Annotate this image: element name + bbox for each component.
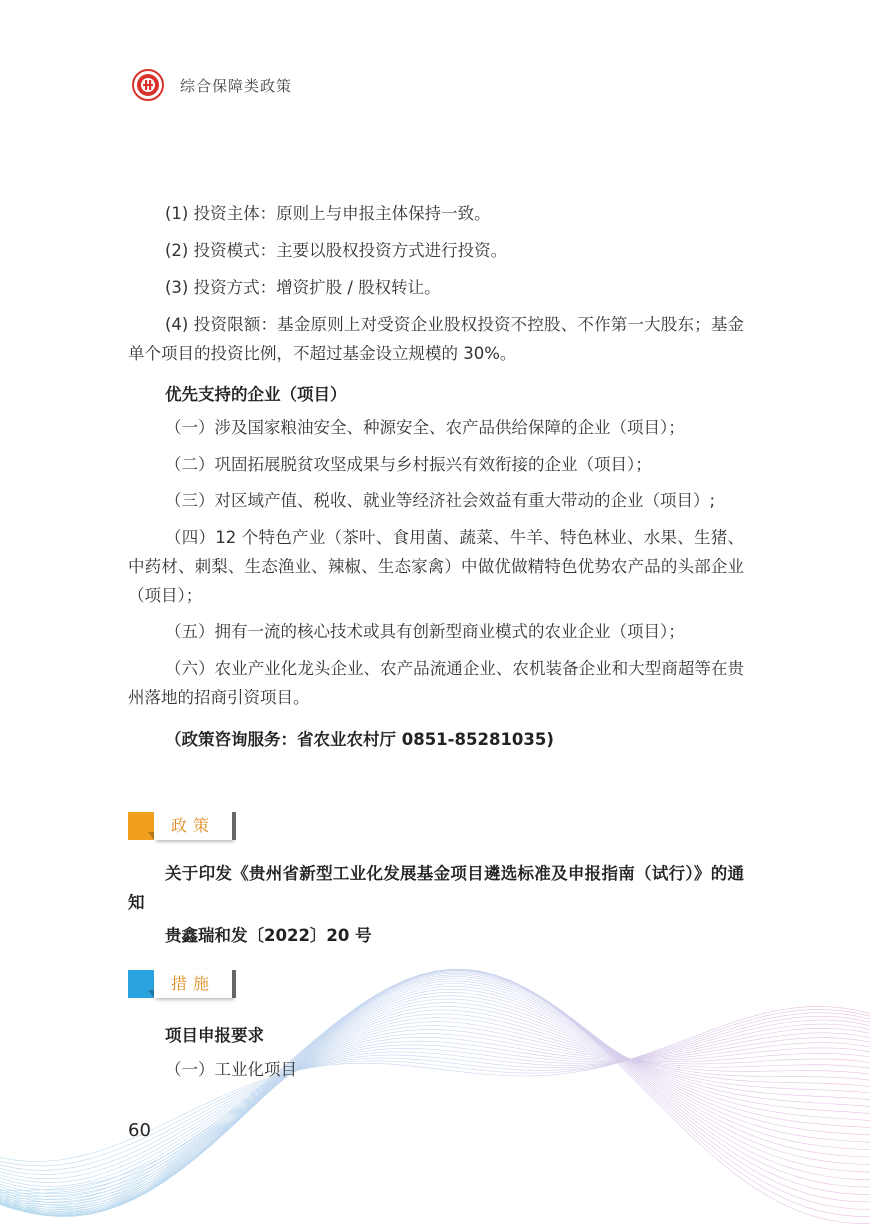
measures-heading: 项目申报要求 xyxy=(165,1026,264,1045)
measures-section-tag xyxy=(128,970,236,998)
policy-section-tag xyxy=(128,812,236,840)
measures-item-1: （一）工业化项目 xyxy=(165,1060,297,1079)
priority-item-4: （四）12 个特色产业（茶叶、食用菌、蔬菜、牛羊、特色林业、水果、生猪、中药材、刺梨、生态渔业、辣椒、生态家禽）中做优做精特色优势农产品的头部企业（项目）； xyxy=(128,528,744,605)
measures-tag-label: 措施 xyxy=(170,974,215,993)
priority-item-2: （二）巩固拓展脱贫攻坚成果与乡村振兴有效衔接的企业（项目）； xyxy=(165,455,652,474)
page-number: 60 xyxy=(128,1120,151,1141)
priority-item-6: （六）农业产业化龙头企业、农产品流通企业、农机装备企业和大型商超等在贵州落地的招商引资项目。 xyxy=(128,659,744,707)
paragraph-investment-mode: (2) 投资模式：主要以股权投资方式进行投资。 xyxy=(165,241,508,260)
paragraph-investment-limit: (4) 投资限额：基金原则上对受资企业股权投资不控股、不作第一大股东；基金单个项目的投资比例，不超过基金设立规模的 30%。 xyxy=(128,315,744,363)
emblem-logo-icon xyxy=(132,69,164,101)
policy-tag-label: 政策 xyxy=(170,816,215,835)
paragraph-investment-method: (3) 投资方式：增资扩股 / 股权转让。 xyxy=(165,278,441,297)
policy-document-number: 贵鑫瑞和发〔2022〕20 号 xyxy=(165,926,372,945)
paragraph-investment-subject: (1) 投资主体：原则上与申报主体保持一致。 xyxy=(165,204,491,223)
priority-support-heading: 优先支持的企业（项目） xyxy=(165,385,347,404)
consultation-service: （政策咨询服务：省农业农村厅 0851-85281035) xyxy=(165,730,554,749)
priority-item-5: （五）拥有一流的核心技术或具有创新型商业模式的农业企业（项目）； xyxy=(165,622,685,641)
priority-item-3: （三）对区域产值、税收、就业等经济社会效益有重大带动的企业（项目）; xyxy=(165,491,716,510)
priority-item-1: （一）涉及国家粮油安全、种源安全、农产品供给保障的企业（项目）； xyxy=(165,418,685,437)
page-header xyxy=(132,68,292,102)
policy-title: 关于印发《贵州省新型工业化发展基金项目遴选标准及申报指南（试行）》的通知 xyxy=(128,864,744,912)
header-title: 综合保障类政策 xyxy=(180,76,293,95)
